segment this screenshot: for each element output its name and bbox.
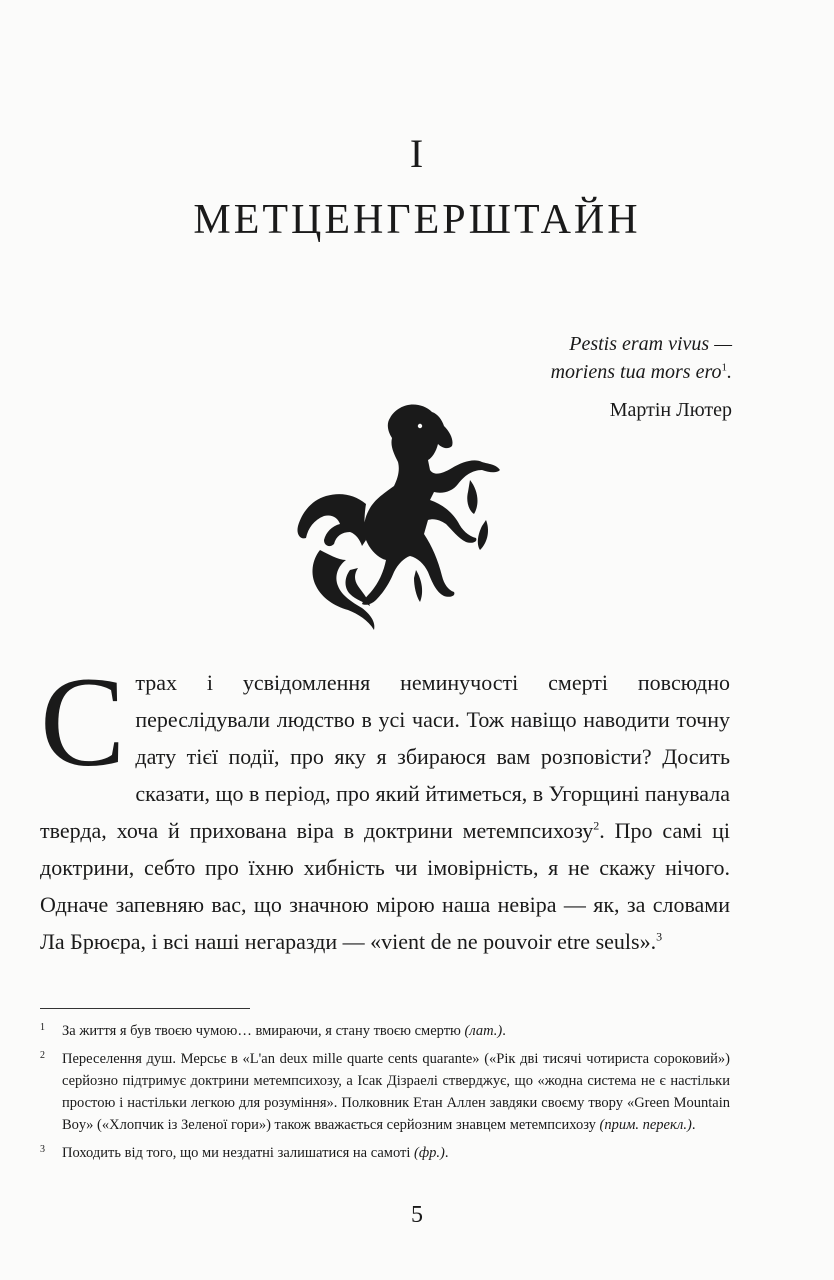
footnote-ref-3[interactable]: 3 (656, 929, 663, 944)
chapter-title: МЕТЦЕНГЕРШТАЙН (193, 197, 641, 243)
epigraph-line-2-text: moriens tua mors ero (550, 361, 722, 383)
epigraph-line-2 (551, 358, 732, 386)
page-number: 5 (411, 1202, 423, 1228)
epigraph (551, 330, 732, 424)
footnotes (40, 1020, 730, 1170)
footnote-text: Переселення душ. Мерсьє в «L'an deux mille quarte cents quarante» («Рік дві тисячі чотириста сороковий») серйозно підтримує доктрини метемпсихозу, а Ісак Дізраелі стверджує, що «жодна система не є настільки простою і настільки легкою для розуміння». Полковник Етан Аллен завдяки своєму твору «Green Mountain Boy» («Хлопчик із Зеленої гори») також вважається серйозним знавцем метемпсихозу (62, 1051, 730, 1133)
rearing-horse-icon (282, 400, 512, 635)
footnote-number: 1 (40, 1022, 45, 1033)
footnote-lang-note: (прим. перекл.) (599, 1117, 692, 1133)
footnote-number: 2 (40, 1050, 45, 1061)
footnote-divider (40, 1008, 250, 1009)
footnote-end: . (502, 1023, 506, 1039)
footnote-2 (40, 1048, 730, 1136)
footnote-text: За життя я був твоєю чумою… вмираючи, я стану твоєю смертю (62, 1023, 465, 1039)
epigraph-line-2-end: . (727, 361, 732, 383)
epigraph-line-1: Pestis eram vivus — (569, 333, 732, 355)
body-paragraph (40, 651, 730, 960)
footnote-ref-2[interactable]: 2 (593, 818, 600, 833)
footnote-lang-note: (фр.) (414, 1145, 445, 1161)
footnote-3 (40, 1142, 730, 1164)
body-text-part-2: . Про самі ці доктрини, себто про їхню хибність чи імовірність, я не скажу нічого. Одначе запевняю вас, що значною мірою наша невіра — як, за словами Ла Брюєра, і всі наші негаразди — «vient de ne pouvoir etre seuls». (40, 818, 730, 954)
footnote-text: Походить від того, що ми нездатні залишатися на самоті (62, 1145, 415, 1161)
footnote-ref-1[interactable]: 1 (721, 361, 727, 374)
footnote-end: . (444, 1145, 449, 1161)
epigraph-author: Мартін Лютер (609, 399, 732, 421)
footnote-lang-note: (лат.) (464, 1023, 503, 1039)
footnote-1 (40, 1020, 730, 1042)
drop-cap: С (40, 651, 126, 793)
footnote-end: . (691, 1117, 696, 1133)
body-text-part-1: трах і усвідомлення неминучості смерті повсюдно переслідували людство в усі часи. Тож навіщо наводити точну дату тієї події, про яку я збираюся вам розповісти? Досить сказати, що в період, про який йтиметься, в Угорщині панувала тверда, хоча й прихована віра в доктрини метемпсихозу (40, 670, 730, 843)
footnote-number: 3 (40, 1144, 45, 1155)
chapter-number: I (409, 131, 425, 176)
